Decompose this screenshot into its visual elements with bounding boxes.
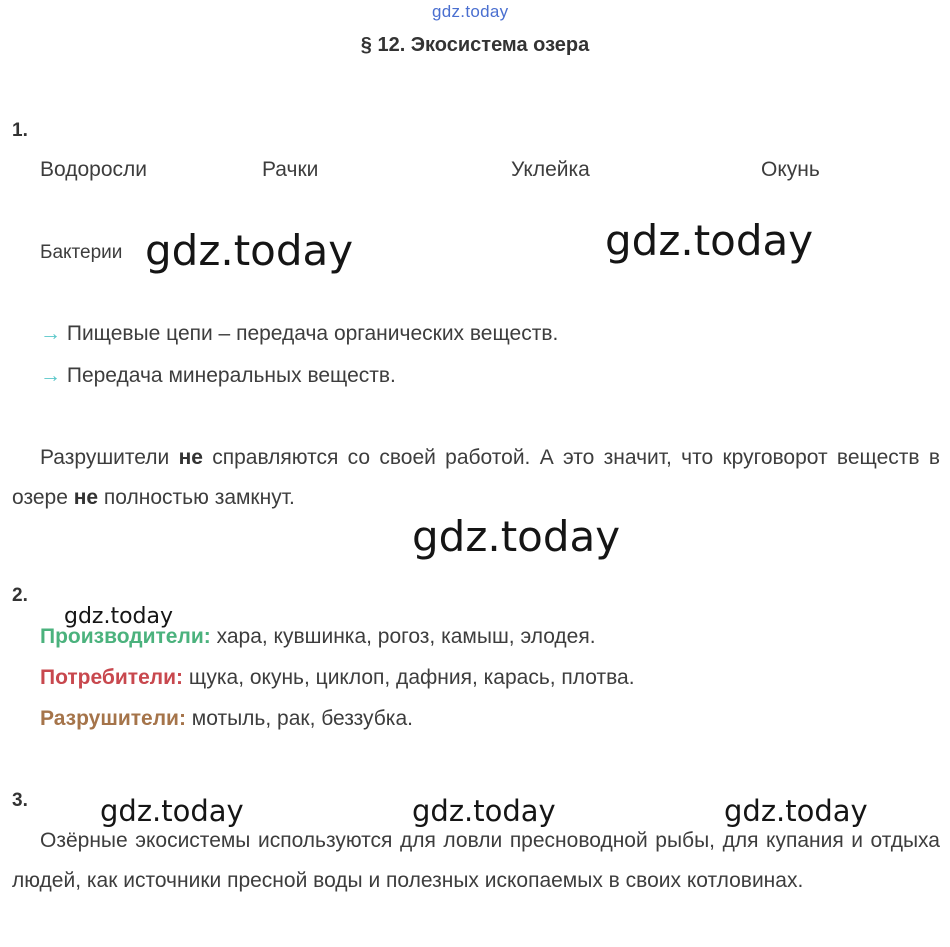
- legend-item-food-chain: [40, 322, 558, 346]
- page-title: § 12. Экосистема озера: [360, 34, 590, 56]
- arrow-icon: →: [40, 322, 61, 345]
- watermark: gdz.today: [412, 512, 621, 561]
- legend-text: Пищевые цепи – передача органических веществ.: [66, 322, 559, 345]
- decomposers-label: Разрушители:: [40, 707, 186, 730]
- chain-item-bacteria: Бактерии: [40, 242, 123, 263]
- watermark: gdz.today: [412, 794, 556, 828]
- consumers-list: щука, окунь, циклоп, дафния, карась, плотва.: [183, 666, 635, 689]
- producers-label: Производители:: [40, 625, 211, 648]
- watermark: gdz.today: [100, 794, 244, 828]
- chain-item-bleak: Уклейка: [511, 158, 590, 181]
- decomposers-line: [40, 707, 413, 731]
- task-3-number: 3.: [12, 790, 28, 811]
- producers-line: [40, 625, 596, 649]
- arrow-icon: →: [40, 364, 61, 387]
- task-1-number: 1.: [12, 120, 28, 141]
- legend-item-minerals: [40, 364, 396, 388]
- legend-text: Передача минеральных веществ.: [66, 364, 396, 387]
- consumers-line: [40, 666, 635, 690]
- task-2-number: 2.: [12, 585, 28, 606]
- watermark: gdz.today: [724, 794, 868, 828]
- producers-list: хара, кувшинка, рогоз, камыш, элодея.: [210, 625, 596, 648]
- watermark-top: gdz.today: [432, 2, 509, 21]
- consumers-label: Потребители:: [40, 666, 184, 689]
- task-3-paragraph: Озёрные экосистемы используются для ловли пресноводной рыбы, для купания и отдыха людей, как источники пресной воды и полезных ископаемых в своих котловинах.: [12, 829, 940, 892]
- watermark: gdz.today: [64, 604, 174, 629]
- decomposers-list: мотыль, рак, беззубка.: [185, 707, 413, 730]
- watermark: gdz.today: [605, 216, 814, 265]
- conclusion-paragraph: Разрушители не справляются со своей работой. А это значит, что круговорот веществ в озере не полностью замкнут.: [12, 446, 940, 509]
- watermark: gdz.today: [145, 226, 354, 275]
- chain-item-perch: Окунь: [761, 158, 820, 181]
- chain-item-algae: Водоросли: [40, 158, 147, 181]
- chain-item-crustaceans: Рачки: [262, 158, 319, 181]
